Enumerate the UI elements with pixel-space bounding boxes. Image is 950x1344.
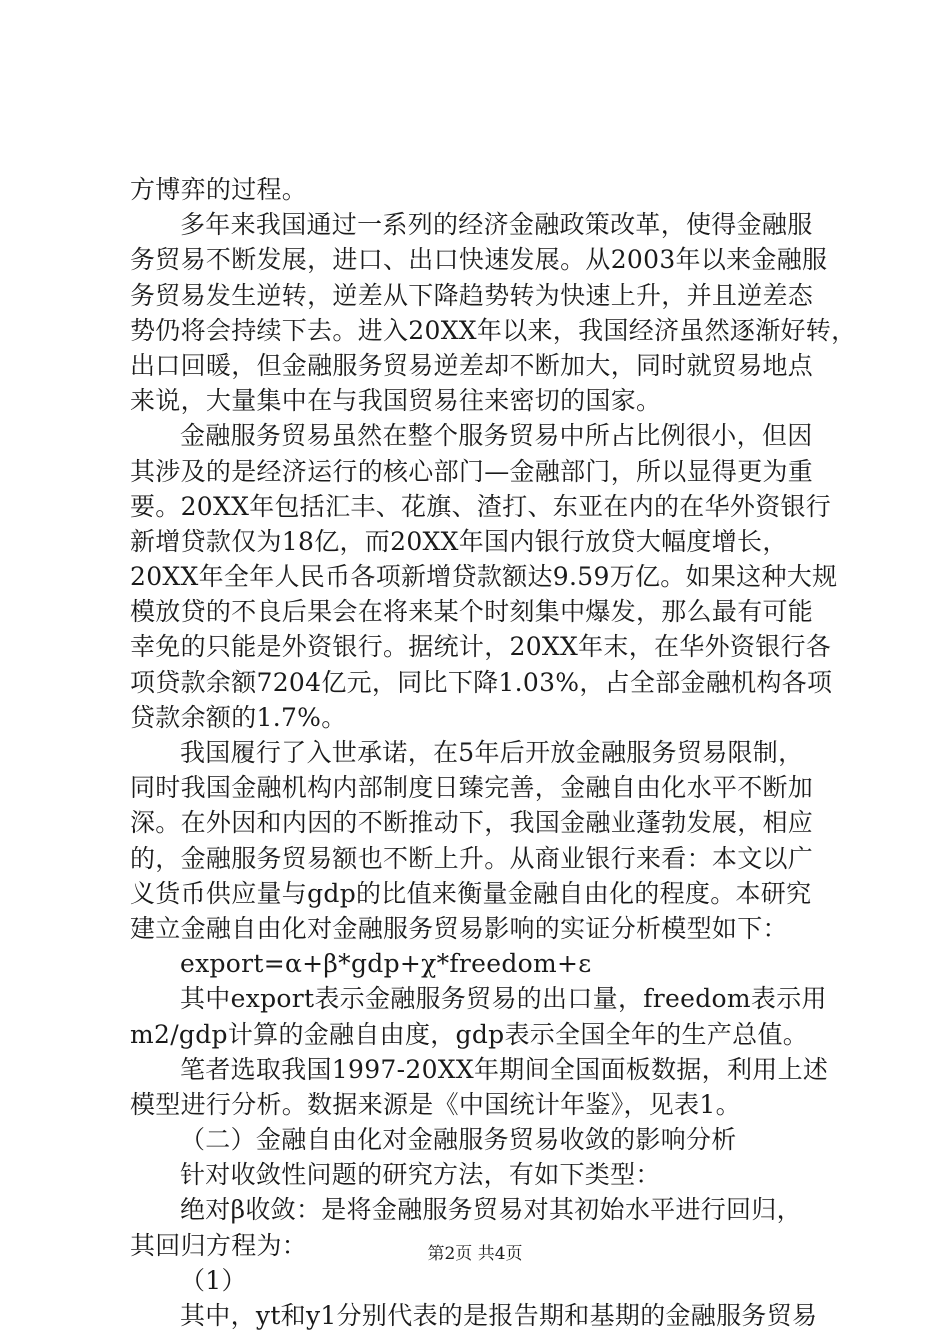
text-line: 的，金融服务贸易额也不断上升。从商业银行来看：本文以广 xyxy=(130,843,814,873)
text-line: 模放贷的不良后果会在将来某个时刻集中爆发，那么最有可能 xyxy=(130,597,814,627)
text-line: m2/gdp计算的金融自由度，gdp表示全国全年的生产总值。 xyxy=(130,1019,809,1049)
text-line: 建立金融自由化对金融服务贸易影响的实证分析模型如下： xyxy=(130,913,788,943)
text-line: 其涉及的是经济运行的核心部门—金融部门，所以显得更为重 xyxy=(130,456,814,486)
text-line: 深。在外因和内因的不断推动下，我国金融业蓬勃发展，相应 xyxy=(130,808,814,838)
text-line: 20XX年全年人民币各项新增贷款额达9.59万亿。如果这种大规 xyxy=(130,562,838,592)
paragraph-start: 金融服务贸易虽然在整个服务贸易中所占比例很小，但因 xyxy=(180,421,813,451)
text-line: 要。20XX年包括汇丰、花旗、渣打、东亚在内的在华外资银行 xyxy=(130,491,832,521)
page-number-footer: 第2页 共4页 xyxy=(427,1244,523,1264)
document-body xyxy=(130,172,857,1333)
text-line: 方博弈的过程。 xyxy=(130,175,308,204)
text-line: 同时我国金融机构内部制度日臻完善，金融自由化水平不断加 xyxy=(130,773,814,803)
paragraph-start: 绝对β收敛：是将金融服务贸易对其初始水平进行回归， xyxy=(180,1195,802,1225)
formula-line: export=α+β*gdp+χ*freedom+ε xyxy=(180,949,592,979)
text-line: 新增贷款仅为18亿，而20XX年国内银行放贷大幅度增长， xyxy=(130,526,788,556)
text-line: 贷款余额的1.7%。 xyxy=(130,702,347,732)
paragraph-start: 其中export表示金融服务贸易的出口量，freedom表示用 xyxy=(180,984,827,1014)
section-heading: （二）金融自由化对金融服务贸易收敛的影响分析 xyxy=(180,1125,737,1155)
paragraph-start: 我国履行了入世承诺，在5年后开放金融服务贸易限制， xyxy=(180,738,804,767)
paragraph-start: 多年来我国通过一系列的经济金融政策改革，使得金融服 xyxy=(180,210,813,240)
text-line: 出口回暖，但金融服务贸易逆差却不断加大，同时就贸易地点 xyxy=(130,350,814,380)
paragraph-start: 笔者选取我国1997-20XX年期间全国面板数据，利用上述 xyxy=(180,1054,829,1084)
text-line: 势仍将会持续下去。进入20XX年以来，我国经济虽然逐渐好转， xyxy=(130,315,857,345)
paragraph-start: 其中，yt和y1分别代表的是报告期和基期的金融服务贸易 xyxy=(180,1301,818,1330)
text-line: 来说，大量集中在与我国贸易往来密切的国家。 xyxy=(130,386,662,416)
text-line: 项贷款余额7204亿元，同比下降1.03%，占全部金融机构各项 xyxy=(130,667,833,697)
text-line: 务贸易发生逆转，逆差从下降趋势转为快速上升，并且逆差态 xyxy=(130,280,814,310)
text-line: 义货币供应量与gdp的比值来衡量金融自由化的程度。本研究 xyxy=(130,878,812,908)
text-line: 其回归方程为： xyxy=(130,1230,308,1260)
equation-number: （1） xyxy=(180,1265,247,1295)
text-line: 模型进行分析。数据来源是《中国统计年鉴》，见表1。 xyxy=(130,1089,741,1119)
text-line: 务贸易不断发展，进口、出口快速发展。从2003年以来金融服 xyxy=(130,245,828,275)
paragraph-start: 针对收敛性问题的研究方法，有如下类型： xyxy=(180,1160,661,1190)
text-line: 幸免的只能是外资银行。据统计，20XX年末，在华外资银行各 xyxy=(130,632,832,662)
